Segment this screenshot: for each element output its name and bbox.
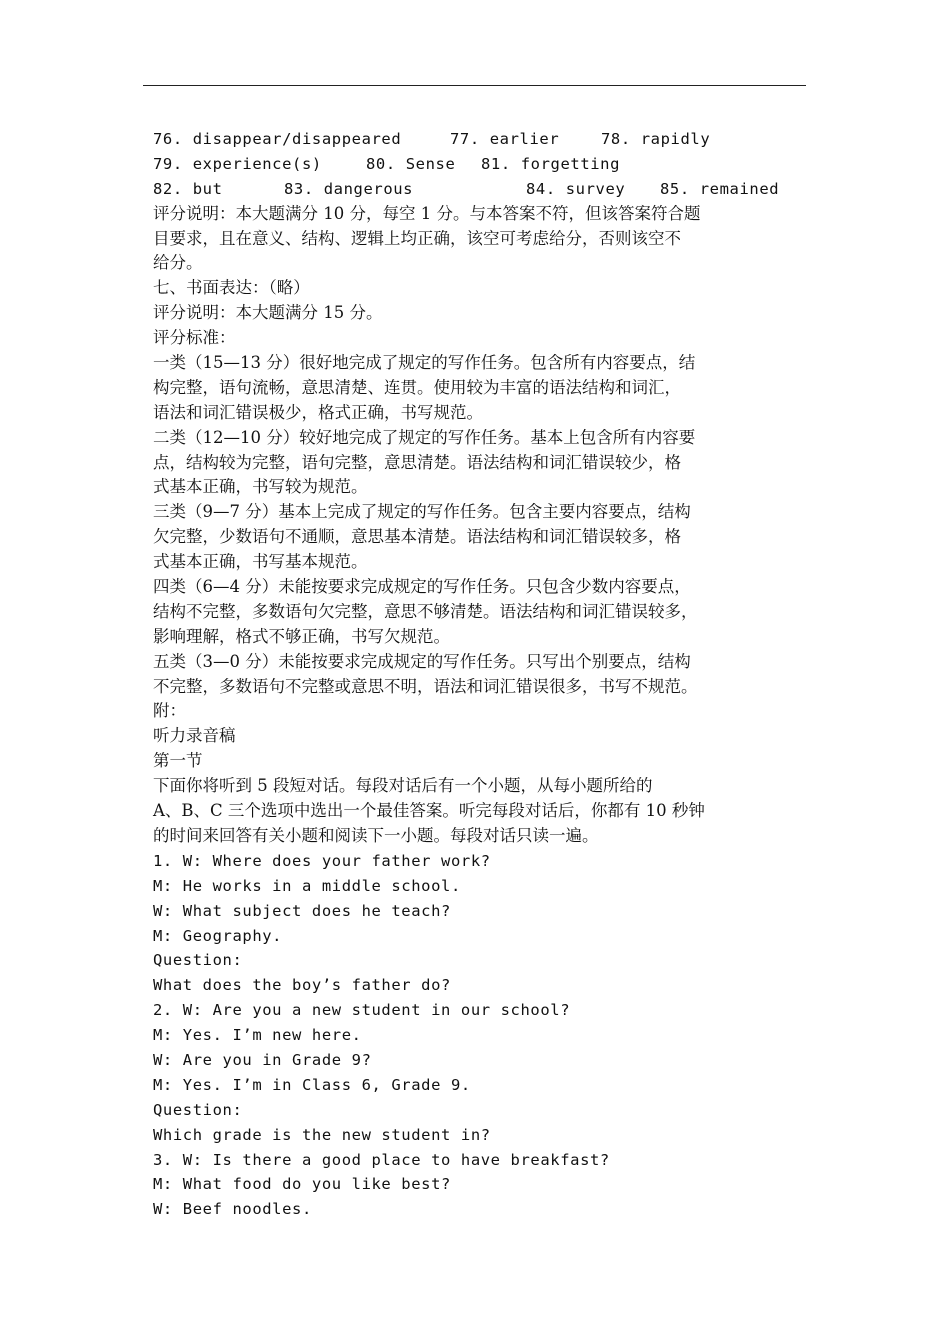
text-line: 下面你将听到 5 段短对话。每段对话后有一个小题，从每小题所给的 [153, 776, 653, 796]
answer-item: 83. dangerous [284, 179, 414, 198]
text-line: A、B、C 三个选项中选出一个最佳答案。听完每段对话后，你都有 10 秒钟 [153, 801, 705, 821]
text-line: 五类（3—0 分）未能按要求完成规定的写作任务。只写出个别要点，结构 [153, 651, 691, 671]
transcript-line: What does the boy’s father do? [153, 976, 451, 995]
answer-item: 77. earlier [450, 130, 560, 148]
text-line: 式基本正确，书写较为规范。 [153, 477, 368, 497]
text-line: 附： [153, 701, 186, 721]
text-line: 评分说明：本大题满分 10 分，每空 1 分。与本答案不符，但该答案符合题 [153, 203, 701, 223]
header-rule [143, 85, 806, 86]
text-line: 目要求，且在意义、结构、逻辑上均正确，该空可考虑给分，否则该空不 [153, 228, 681, 248]
answer-row [153, 127, 803, 152]
text-line: 构完整，语句流畅，意思清楚、连贯。使用较为丰富的语法结构和词汇， [153, 377, 681, 397]
transcript-line: 3. W: Is there a good place to have breakfast? [153, 1150, 610, 1169]
section-heading: 七、书面表达：（略） [153, 278, 310, 298]
text-line: 四类（6—4 分）未能按要求完成规定的写作任务。只包含少数内容要点， [153, 577, 691, 597]
transcript-line: Question: [153, 1100, 243, 1119]
answer-item: 80. Sense [366, 154, 456, 173]
transcript-line: W: Beef noodles. [153, 1200, 312, 1219]
transcript-line: 2. W: Are you a new student in our school? [153, 1001, 571, 1020]
scoring-section [153, 202, 803, 849]
text-line: 点，结构较为完整，语句完整，意思清楚。语法结构和词汇错误较少，格 [153, 452, 681, 472]
answer-item: 81. forgetting [481, 154, 621, 173]
text-line: 评分说明：本大题满分 15 分。 [153, 303, 383, 323]
transcript-line: Which grade is the new student in? [153, 1125, 491, 1144]
transcript-line: M: Geography. [153, 926, 283, 945]
text-line: 评分标准： [153, 328, 236, 348]
answer-item: 78. rapidly [601, 130, 711, 148]
text-line: 欠完整，少数语句不通顺，意思基本清楚。语法结构和词汇错误较多，格 [153, 527, 681, 547]
text-line: 语法和词汇错误极少，格式正确，书写规范。 [153, 402, 483, 422]
answer-item: 84. survey [526, 179, 626, 198]
text-line: 影响理解，格式不够正确，书写欠规范。 [153, 626, 450, 646]
transcript-line: M: Yes. I’m in Class 6, Grade 9. [153, 1075, 471, 1094]
answer-row [153, 152, 803, 177]
document-body [153, 127, 803, 1222]
listening-transcript [153, 849, 803, 1222]
text-line: 结构不完整，多数语句欠完整，意思不够清楚。语法结构和词汇错误较多， [153, 601, 698, 621]
answer-item: 79. experience(s) [153, 154, 322, 173]
section-heading: 第一节 [153, 751, 203, 771]
transcript-line: Question: [153, 951, 243, 970]
text-line: 三类（9—7 分）基本上完成了规定的写作任务。包含主要内容要点，结构 [153, 502, 691, 522]
text-line: 的时间来回答有关小题和阅读下一小题。每段对话只读一遍。 [153, 825, 599, 845]
text-line: 不完整，多数语句不完整或意思不明，语法和词汇错误很多，书写不规范。 [153, 676, 698, 696]
transcript-line: 1. W: Where does your father work? [153, 851, 491, 870]
text-line: 给分。 [153, 253, 203, 273]
transcript-line: M: He works in a middle school. [153, 876, 461, 895]
answer-item: 76. disappear/disappeared [153, 130, 402, 148]
section-heading: 听力录音稿 [153, 726, 236, 746]
text-line: 一类（15—13 分）很好地完成了规定的写作任务。包含所有内容要点，结 [153, 353, 696, 373]
answer-item: 82. but [153, 179, 223, 198]
answer-item: 85. remained [660, 179, 780, 198]
transcript-line: M: What food do you like best? [153, 1175, 451, 1194]
transcript-line: W: What subject does he teach? [153, 901, 451, 920]
text-line: 式基本正确，书写基本规范。 [153, 552, 368, 572]
transcript-line: W: Are you in Grade 9? [153, 1050, 372, 1069]
text-line: 二类（12—10 分）较好地完成了规定的写作任务。基本上包含所有内容要 [153, 427, 696, 447]
transcript-line: M: Yes. I’m new here. [153, 1026, 362, 1045]
answer-row [153, 177, 803, 202]
